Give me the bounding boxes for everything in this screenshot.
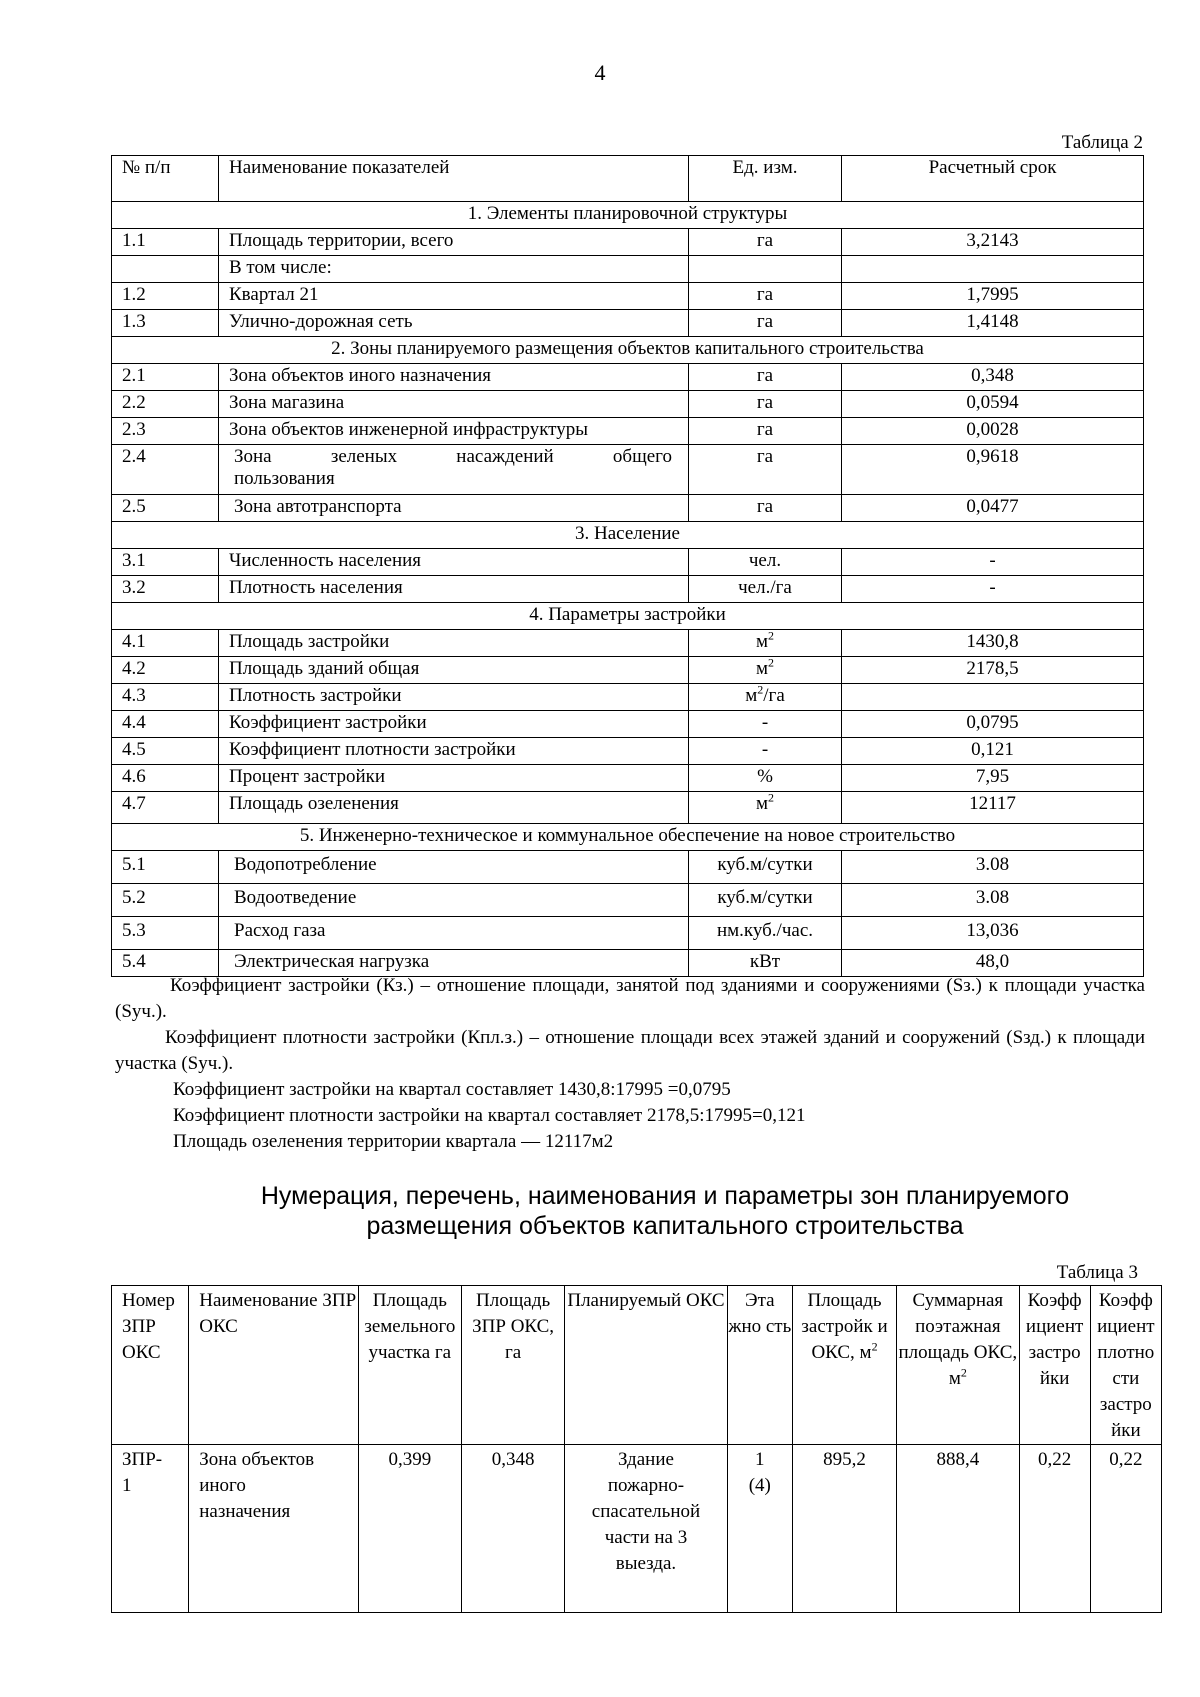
- cell-value: 2178,5: [842, 657, 1144, 684]
- cell-name: Улично-дорожная сеть: [219, 310, 689, 337]
- table-row: [112, 310, 1144, 337]
- table-row: [112, 391, 1144, 418]
- section-title: 4. Параметры застройки: [112, 603, 1144, 630]
- cell-value: 0,348: [842, 364, 1144, 391]
- cell-unit: га: [689, 391, 842, 418]
- cell-name: Площадь застройки: [219, 630, 689, 657]
- cell-value: 1,4148: [842, 310, 1144, 337]
- cell-k-density: 0,22: [1090, 1445, 1161, 1613]
- note-density-calc: Коэффициент плотности застройки на квартал составляет 2178,5:17995=0,121: [173, 1105, 806, 1126]
- header-cell: Площадь ЗПР ОКС, га: [461, 1286, 564, 1445]
- cell-num: 5.4: [112, 950, 219, 977]
- note-density-coefficient: Коэффициент плотности застройки (Кпл.з.) – отношение площади всех этажей зданий и сооружений (Sзд.) к площади участка (Sуч.).: [115, 1027, 1145, 1074]
- header-text: Суммарная поэтажная площадь ОКС, м: [898, 1290, 1018, 1389]
- header-cell: Эта жно сть: [727, 1286, 792, 1445]
- line: иного: [199, 1475, 246, 1496]
- table-header-row: [112, 156, 1144, 202]
- cell-unit: [689, 684, 842, 711]
- unit-text: м: [745, 685, 758, 706]
- cell-num: 1.3: [112, 310, 219, 337]
- table-row: [112, 256, 1144, 283]
- cell-unit: [689, 792, 842, 824]
- header-sup: 2: [960, 1365, 967, 1380]
- cell-floors: [727, 1445, 792, 1613]
- cell-value: 0,121: [842, 738, 1144, 765]
- cell-value: -: [842, 549, 1144, 576]
- cell-name: Процент застройки: [219, 765, 689, 792]
- unit-text: м: [755, 631, 769, 652]
- header-cell: Планируемый ОКС: [565, 1286, 727, 1445]
- cell-num: 4.2: [112, 657, 219, 684]
- section-row: [112, 522, 1144, 549]
- word: насаждений: [456, 446, 554, 467]
- header-text: Площадь застройк и ОКС, м: [801, 1290, 888, 1363]
- table-header-row: [112, 1286, 1162, 1445]
- section-row: [112, 202, 1144, 229]
- cell-value: 0,0477: [842, 495, 1144, 522]
- table-row: [112, 765, 1144, 792]
- note-building-calc: Коэффициент застройки на квартал составляет 1430,8:17995 =0,0795: [173, 1079, 731, 1100]
- cell-name: Площадь территории, всего: [219, 229, 689, 256]
- cell-num: 5.1: [112, 851, 219, 884]
- cell-land-area: 0,399: [358, 1445, 461, 1613]
- line: пожарно-: [607, 1475, 685, 1496]
- table-row: [112, 418, 1144, 445]
- cell-num: 4.7: [112, 792, 219, 824]
- header-sup: 2: [871, 1339, 878, 1354]
- cell-name: Зона магазина: [219, 391, 689, 418]
- section-heading-line-2: размещения объектов капитального строительства: [366, 1212, 964, 1240]
- unit-suffix: /га: [763, 685, 785, 706]
- cell-num: 2.5: [112, 495, 219, 522]
- table-row: [112, 576, 1144, 603]
- header-cell: Наименование ЗПР ОКС: [189, 1286, 358, 1445]
- cell-value: 0,9618: [842, 445, 1144, 495]
- cell-num: 5.2: [112, 884, 219, 917]
- table-row: [112, 657, 1144, 684]
- cell-unit: [689, 657, 842, 684]
- cell-num: 4.1: [112, 630, 219, 657]
- note-building-coefficient: Коэффициент застройки (Кз.) – отношение площади, занятой под зданиями и сооружениями (Sз.) к площади участка (Sуч.).: [115, 975, 1145, 1022]
- table-row: [112, 630, 1144, 657]
- cell-unit: га: [689, 229, 842, 256]
- cell-num: 1.1: [112, 229, 219, 256]
- cell-num: 2.3: [112, 418, 219, 445]
- cell-unit: га: [689, 310, 842, 337]
- table-row: [112, 283, 1144, 310]
- cell-value: 3,2143: [842, 229, 1144, 256]
- cell-unit: кВт: [689, 950, 842, 977]
- cell-unit: %: [689, 765, 842, 792]
- unit-sup: 2: [768, 790, 775, 805]
- cell-unit: га: [689, 418, 842, 445]
- page-number: 4: [594, 60, 606, 85]
- cell-name: Квартал 21: [219, 283, 689, 310]
- cell-name: Водопотребление: [219, 851, 689, 884]
- header-cell-unit: Ед. изм.: [689, 156, 842, 202]
- cell-num: 2.1: [112, 364, 219, 391]
- line: (4): [748, 1475, 771, 1496]
- line: спасательной: [591, 1501, 701, 1522]
- table-row: [112, 917, 1144, 950]
- cell-unit: га: [689, 495, 842, 522]
- cell-name: Зона автотранспорта: [219, 495, 689, 522]
- cell-zone-name: [189, 1445, 358, 1613]
- cell-unit: куб.м/сутки: [689, 884, 842, 917]
- table-row: [112, 884, 1144, 917]
- cell-name: Расход газа: [219, 917, 689, 950]
- header-cell: Коэфф ициент застро йки: [1019, 1286, 1090, 1445]
- line: назначения: [199, 1501, 291, 1522]
- cell-value: 48,0: [842, 950, 1144, 977]
- unit-sup: 2: [757, 682, 764, 697]
- cell-value: 1430,8: [842, 630, 1144, 657]
- header-cell: Площадь земельного участка га: [358, 1286, 461, 1445]
- cell-unit: [689, 630, 842, 657]
- cell-k-built: 0,22: [1019, 1445, 1090, 1613]
- cell-num: 2.4: [112, 445, 219, 495]
- cell-planned-oks: [565, 1445, 727, 1613]
- section-heading: [0, 1181, 1200, 1241]
- table-row: [112, 792, 1144, 824]
- line: Зона объектов: [199, 1449, 315, 1470]
- table-row: [112, 738, 1144, 765]
- cell-num: 3.1: [112, 549, 219, 576]
- cell-value: [842, 256, 1144, 283]
- section-title: 2. Зоны планируемого размещения объектов капитального строительства: [112, 337, 1144, 364]
- line: части на 3: [604, 1527, 688, 1548]
- cell-value: 13,036: [842, 917, 1144, 950]
- table-row: [112, 445, 1144, 495]
- cell-num: [112, 256, 219, 283]
- cell-num: 4.4: [112, 711, 219, 738]
- table-row: [112, 1445, 1162, 1613]
- cell-value: 3.08: [842, 884, 1144, 917]
- section-title: 3. Население: [112, 522, 1144, 549]
- cell-unit: -: [689, 738, 842, 765]
- table2-caption: Таблица 2: [1061, 132, 1143, 153]
- table-row: [112, 684, 1144, 711]
- cell-name: Водоотведение: [219, 884, 689, 917]
- cell-unit: га: [689, 283, 842, 310]
- cell-value: 3.08: [842, 851, 1144, 884]
- cell-value: [842, 684, 1144, 711]
- cell-num: 4.5: [112, 738, 219, 765]
- cell-value: 0,0795: [842, 711, 1144, 738]
- header-cell: Номер ЗПР ОКС: [112, 1286, 189, 1445]
- word: зеленых: [330, 446, 398, 467]
- section-heading-line-1: Нумерация, перечень, наименования и параметры зон планируемого: [260, 1182, 1070, 1210]
- cell-num: 2.2: [112, 391, 219, 418]
- table-row: [112, 495, 1144, 522]
- table-row: [112, 851, 1144, 884]
- table3-caption: Таблица 3: [1056, 1262, 1138, 1283]
- table-row: [112, 364, 1144, 391]
- cell-unit: чел./га: [689, 576, 842, 603]
- cell-name: Плотность застройки: [219, 684, 689, 711]
- cell-value: 7,95: [842, 765, 1144, 792]
- cell-zone-number: [112, 1445, 189, 1613]
- line: 1: [755, 1449, 765, 1470]
- cell-num: 1.2: [112, 283, 219, 310]
- header-cell-name: Наименование показателей: [219, 156, 689, 202]
- header-cell: [897, 1286, 1019, 1445]
- cell-name: Зона объектов иного назначения: [219, 364, 689, 391]
- cell-value: 0,0028: [842, 418, 1144, 445]
- cell-value: -: [842, 576, 1144, 603]
- cell-unit: га: [689, 445, 842, 495]
- section-row: [112, 603, 1144, 630]
- indicators-table: [111, 155, 1144, 977]
- name-line-1: [234, 446, 688, 468]
- section-row: [112, 824, 1144, 851]
- cell-num: 3.2: [112, 576, 219, 603]
- table-row: [112, 549, 1144, 576]
- line: 1: [122, 1475, 132, 1496]
- cell-zone-area: 0,348: [461, 1445, 564, 1613]
- cell-unit: чел.: [689, 549, 842, 576]
- unit-sup: 2: [768, 655, 775, 670]
- section-title: 1. Элементы планировочной структуры: [112, 202, 1144, 229]
- header-cell: [792, 1286, 896, 1445]
- section-title: 5. Инженерно-техническое и коммунальное обеспечение на новое строительство: [112, 824, 1144, 851]
- cell-unit: [689, 256, 842, 283]
- line: ЗПР-: [122, 1449, 163, 1470]
- cell-value: 12117: [842, 792, 1144, 824]
- table-row: [112, 711, 1144, 738]
- cell-name: Плотность населения: [219, 576, 689, 603]
- cell-name: Зона объектов инженерной инфраструктуры: [219, 418, 689, 445]
- cell-name: В том числе:: [219, 256, 689, 283]
- cell-name: Электрическая нагрузка: [219, 950, 689, 977]
- cell-unit: га: [689, 364, 842, 391]
- unit-sup: 2: [768, 628, 775, 643]
- unit-text: м: [755, 658, 769, 679]
- name-line-2: пользования: [234, 468, 335, 489]
- header-cell: Коэфф ициент плотно сти застро йки: [1090, 1286, 1161, 1445]
- header-cell-value: Расчетный срок: [842, 156, 1144, 202]
- cell-name: Коэффициент застройки: [219, 711, 689, 738]
- cell-name-multiline: [219, 445, 689, 495]
- cell-unit: -: [689, 711, 842, 738]
- line: выезда.: [615, 1553, 677, 1574]
- line: Здание: [618, 1449, 674, 1470]
- zones-table: [111, 1285, 1162, 1613]
- cell-num: 4.6: [112, 765, 219, 792]
- table-row: [112, 229, 1144, 256]
- word: общего: [612, 446, 672, 467]
- cell-value: 0,0594: [842, 391, 1144, 418]
- word: Зона: [234, 446, 272, 467]
- cell-built-area: 895,2: [792, 1445, 896, 1613]
- cell-name: Площадь озеленения: [219, 792, 689, 824]
- cell-name: Численность населения: [219, 549, 689, 576]
- note-greening: Площадь озеленения территории квартала — 12117м2: [173, 1131, 614, 1152]
- cell-value: 1,7995: [842, 283, 1144, 310]
- cell-num: 4.3: [112, 684, 219, 711]
- cell-num: 5.3: [112, 917, 219, 950]
- cell-unit: куб.м/сутки: [689, 851, 842, 884]
- cell-total-area: 888,4: [897, 1445, 1019, 1613]
- header-cell-num: № п/п: [112, 156, 219, 202]
- unit-text: м: [755, 793, 769, 814]
- cell-name: Коэффициент плотности застройки: [219, 738, 689, 765]
- section-row: [112, 337, 1144, 364]
- cell-unit: нм.куб./час.: [689, 917, 842, 950]
- cell-name: Площадь зданий общая: [219, 657, 689, 684]
